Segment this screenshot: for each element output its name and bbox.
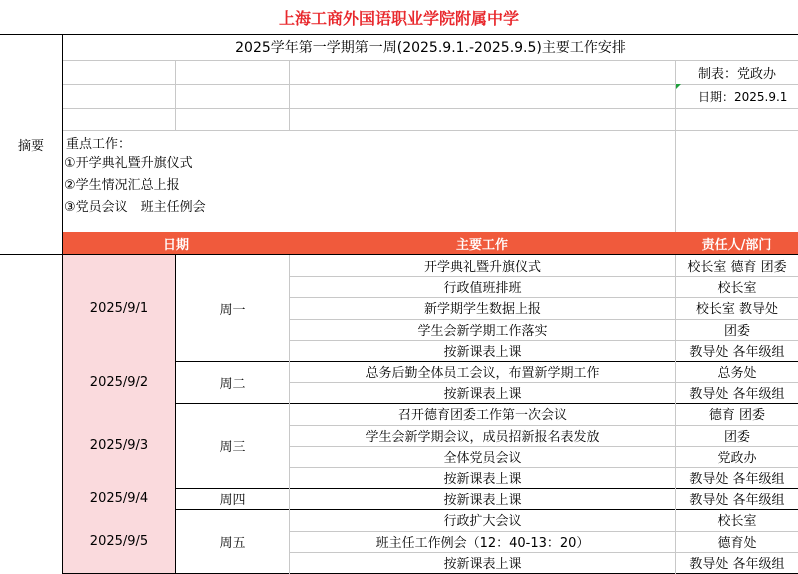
grid-line — [289, 276, 798, 277]
task-cell: 全体党员会议 — [443, 450, 522, 466]
task-cell: 班主任工作例会（12：40-13：20） — [375, 535, 590, 551]
weekday-cell: 周一 — [219, 302, 246, 318]
task-cell: 总务后勤全体员工会议，布置新学期工作 — [365, 366, 600, 382]
task-cell: 行政值班排班 — [443, 281, 522, 297]
header-date: 日期 — [162, 237, 189, 253]
grid-line — [289, 425, 798, 426]
weekday-cell: 周二 — [219, 376, 246, 392]
owner-cell: 校长室 教导处 — [695, 302, 779, 318]
grid-line — [289, 319, 798, 320]
task-cell: 学生会新学期工作落实 — [417, 323, 548, 339]
task-cell: 按新课表上课 — [443, 493, 522, 509]
task-cell: 按新课表上课 — [443, 472, 522, 488]
summary-label: 摘要 — [17, 138, 44, 154]
grid-line — [289, 255, 290, 574]
owner-cell: 团委 — [723, 323, 750, 339]
date-cell: 2025/9/5 — [63, 509, 175, 573]
schedule-title: 2025学年第一学期第一周(2025.9.1.-2025.9.5)主要工作安排 — [235, 40, 626, 56]
key-work-heading: 重点工作： — [66, 136, 132, 152]
weekday-cell: 周五 — [219, 535, 246, 551]
owner-cell: 总务处 — [717, 366, 757, 382]
owner-cell: 教导处 各年级组 — [689, 493, 785, 509]
owner-cell: 团委 — [723, 429, 750, 445]
task-cell: 开学典礼暨升旗仪式 — [423, 260, 541, 276]
owner-cell: 教导处 各年级组 — [689, 556, 785, 572]
task-cell: 按新课表上课 — [443, 387, 522, 403]
grid-line — [289, 531, 798, 532]
owner-cell: 教导处 各年级组 — [689, 344, 785, 360]
header-work: 主要工作 — [455, 237, 508, 253]
prepared-by: 制表：党政办 — [698, 66, 777, 82]
weekday-cell: 周三 — [219, 440, 246, 456]
issue-date: 日期：2025.9.1 — [698, 89, 788, 104]
grid-line — [289, 297, 798, 298]
task-cell: 召开德育团委工作第一次会议 — [397, 408, 567, 424]
task-cell: 新学期学生数据上报 — [423, 302, 541, 318]
date-cell: 2025/9/2 — [63, 361, 175, 403]
grid-line — [289, 467, 798, 468]
owner-cell: 教导处 各年级组 — [689, 387, 785, 403]
owner-cell: 教导处 各年级组 — [689, 472, 785, 488]
task-cell: 学生会新学期会议，成员招新报名表发放 — [365, 429, 600, 445]
header-owner: 责任人/部门 — [701, 237, 772, 253]
key-work-item: ①开学典礼暨升旗仪式 — [64, 155, 193, 171]
grid-line — [675, 255, 676, 574]
owner-cell: 校长室 德育 团委 — [687, 260, 787, 276]
task-cell: 行政扩大会议 — [443, 514, 522, 530]
date-cell: 2025/9/4 — [63, 488, 175, 509]
school-title: 上海工商外国语职业学院附属中学 — [278, 8, 519, 28]
key-work-item: ②学生情况汇总上报 — [64, 177, 180, 193]
date-cell: 2025/9/3 — [63, 403, 175, 488]
owner-cell: 校长室 — [717, 514, 757, 530]
owner-cell: 德育处 — [717, 535, 757, 551]
task-cell: 按新课表上课 — [443, 556, 522, 572]
grid-line — [289, 340, 798, 341]
comment-marker — [676, 84, 681, 89]
date-cell: 2025/9/1 — [63, 255, 175, 361]
owner-cell: 党政办 — [717, 450, 757, 466]
grid-line — [289, 382, 798, 383]
grid-line — [289, 446, 798, 447]
grid-line — [289, 552, 798, 553]
owner-cell: 德育 团委 — [708, 408, 766, 424]
table-header-row — [63, 232, 798, 254]
grid-line — [175, 255, 176, 574]
task-cell: 按新课表上课 — [443, 344, 522, 360]
weekday-cell: 周四 — [219, 493, 246, 509]
key-work-item: ③党员会议 班主任例会 — [64, 199, 206, 215]
owner-cell: 校长室 — [717, 281, 757, 297]
